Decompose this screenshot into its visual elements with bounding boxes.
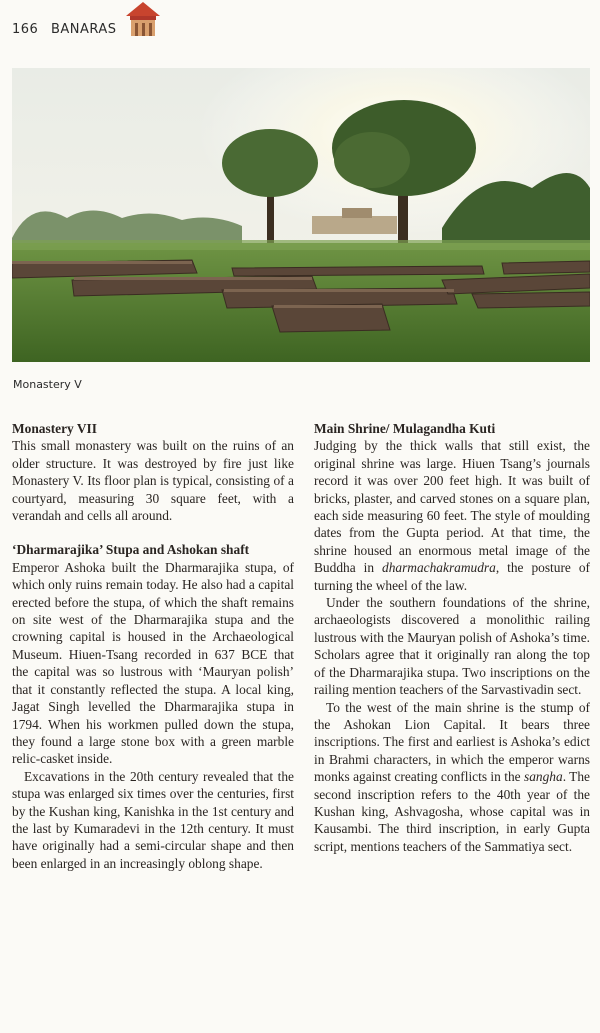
heading-main-shrine: Main Shrine/ Mulagandha Kuti	[314, 421, 496, 436]
right-column	[314, 420, 590, 855]
figure-caption: Monastery V	[13, 378, 82, 391]
monastery-photo	[12, 68, 590, 362]
heading-monastery-vii: Monastery VII	[12, 421, 97, 436]
paragraph-main-shrine: Judging by the thick walls that still exist, the original shrine was large. Hiuen Tsang’s journals record it was over 200 feet high. It was built of bricks, plaster, and carved stones on a square plan, each side measuring 60 feet. The style of moulding dates from the Gupta period. At that time, the shrine housed an enormous metal image of the Buddha in dharmachakramudra, the posture of turning the wheel of the law.	[314, 438, 590, 593]
paragraph-dharmarajika: Emperor Ashoka built the Dharmarajika stupa, of which only ruins remain today. He also had a capital erected before the stupa, of which the shaft remains on site west of the Dharmarajika stupa and the crowning capital is housed in the Archaeological Museum. Hiuen-Tsang recorded in 637 BCE that the capital was so lustrous with ‘Mauryan polish’ that it constantly reflected the stupa. A local king, Jagat Singh levelled the Dharmarajika stupa in 1794. When his workmen pulled down the stupa, they found a large stone box with a green marble relic-casket inside.	[12, 559, 294, 767]
heading-dharmarajika: ‘Dharmarajika’ Stupa and Ashokan shaft	[12, 542, 250, 558]
running-header	[12, 22, 117, 42]
paragraph-lion-capital: To the west of the main shrine is the stump of the Ashokan Lion Capital. It bears three inscriptions. The first and earliest is Ashoka’s edict in Brahmi characters, in which the emperor warns monks against creating conflicts in the sangha. The second inscription refers to the 40th year of the Kushan king, Ashvagosha, whose capital was in Kausambi. The third inscription, in early Gupta script, mentions teachers of the Sammatiya sect.	[314, 699, 590, 854]
left-column	[12, 420, 294, 872]
temple-logo-icon	[124, 0, 162, 38]
page-number: 166	[12, 22, 39, 37]
paragraph-railing: Under the southern foundations of the shrine, archaeologists discovered a monolithic railing lustrous with the Mauryan polish of Ashoka’s time. Scholars agree that it originally ran along the top of the Dharmarajika stupa. Two inscriptions on the railing mention teachers of the Sarvastivadin sect.	[314, 595, 590, 698]
paragraph-monastery-vii: This small monastery was built on the ruins of an older structure. It was destroyed by fire just like Monastery V. Its floor plan is typical, consisting of a courtyard, measuring 30 square feet, with a verandah and cells all around.	[12, 438, 294, 524]
running-title: BANARAS	[50, 22, 117, 37]
monastery-ruins-image	[12, 68, 590, 362]
paragraph-excavations: Excavations in the 20th century revealed that the stupa was enlarged six times over the centuries, first by the Kushan king, Kanishka in the 1st century and the last by Kumaradevi in the 12th century. It must have originally had a semi-circular shape and then been enlarged in an increasingly oblong shape.	[12, 768, 294, 871]
